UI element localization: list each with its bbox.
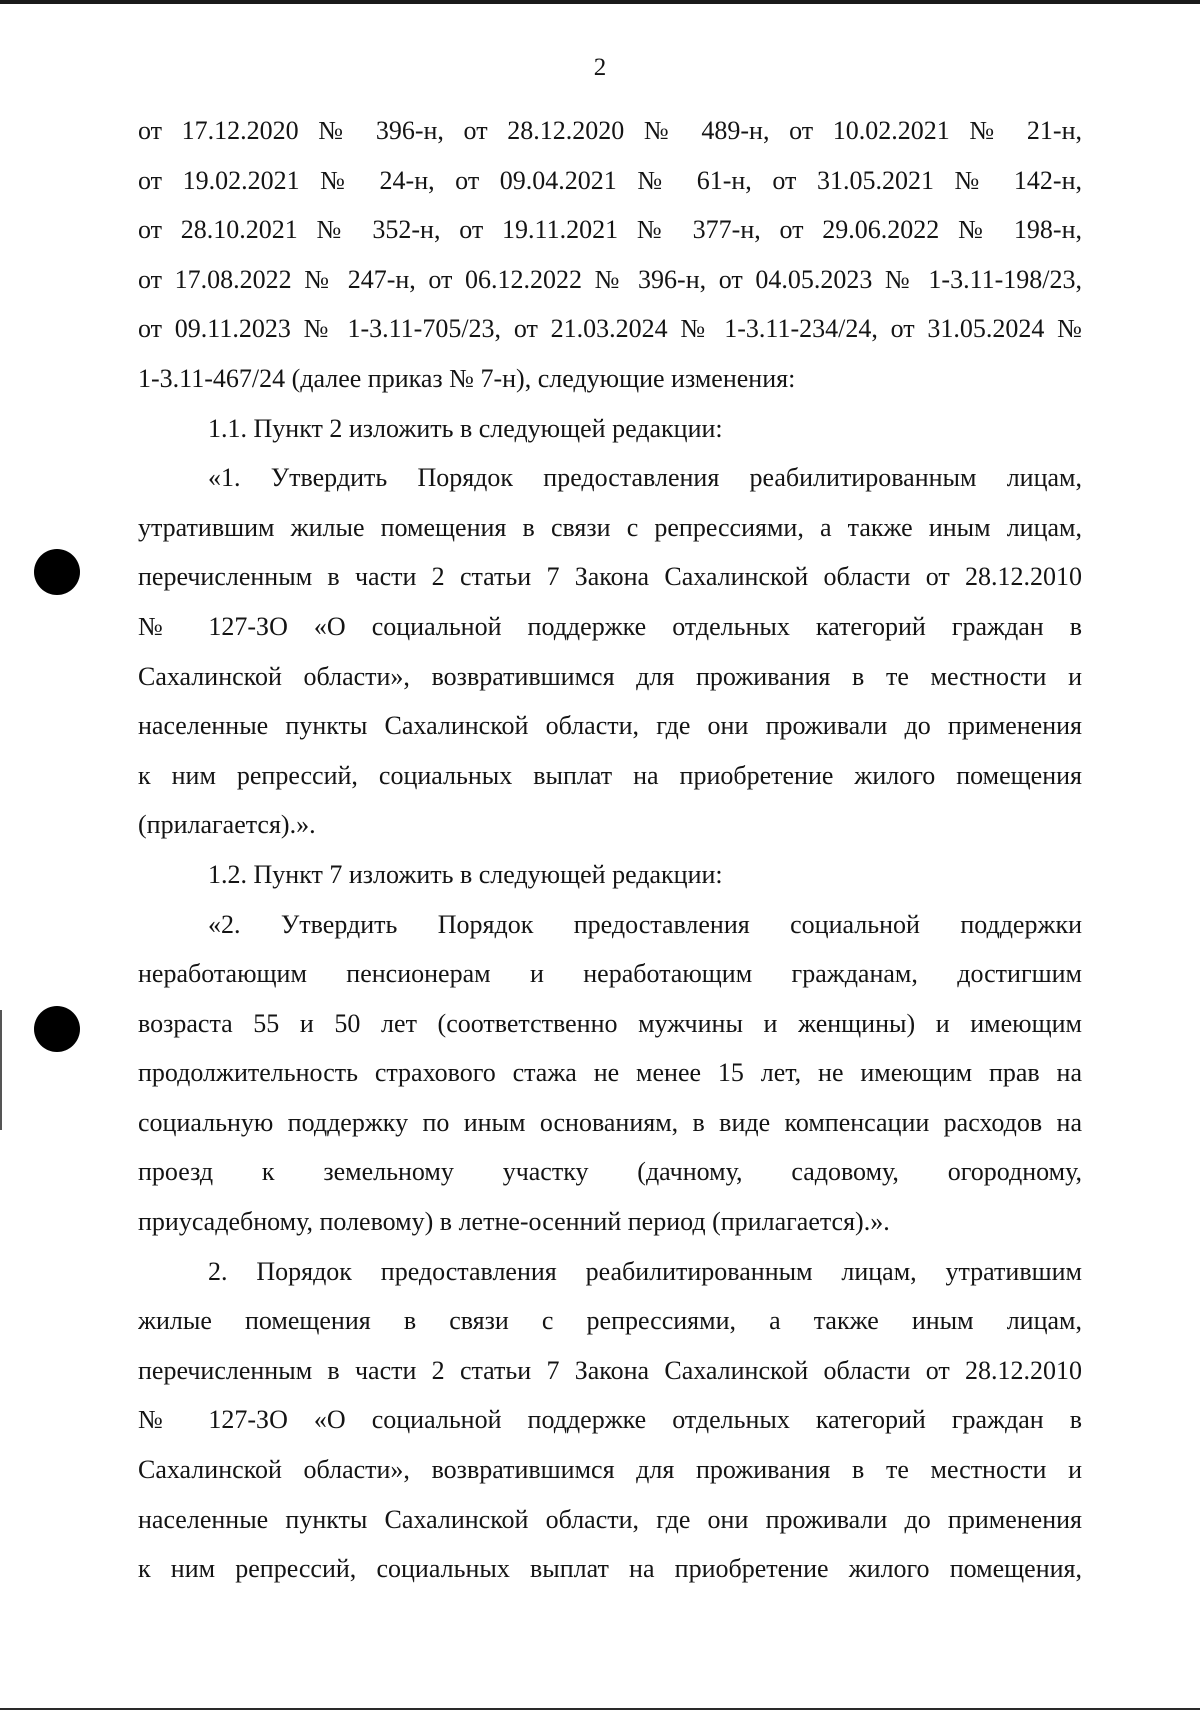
- text-line: утратившим жилые помещения в связи с репрессиями, а также иным лицам,: [138, 512, 1082, 542]
- text-line: перечисленным в части 2 статьи 7 Закона Сахалинской области от 28.12.2010: [138, 562, 1082, 592]
- text-line: к ним репрессий, социальных выплат на приобретение жилого помещения: [138, 760, 1082, 790]
- text-line: 1.1. Пункт 2 изложить в следующей редакции:: [208, 413, 723, 443]
- text-line: 1-3.11-467/24 (далее приказ № 7-н), следующие изменения:: [138, 363, 796, 393]
- page-number: 2: [593, 54, 607, 81]
- scan-edge-bottom: [0, 1708, 1200, 1710]
- text-line: 1.2. Пункт 7 изложить в следующей редакции:: [208, 859, 723, 889]
- text-line: жилые помещения в связи с репрессиями, а также иным лицам,: [138, 1306, 1082, 1336]
- text-line: перечисленным в части 2 статьи 7 Закона Сахалинской области от 28.12.2010: [138, 1355, 1082, 1385]
- text-line: населенные пункты Сахалинской области, где они проживали до применения: [138, 1504, 1082, 1534]
- text-line: приусадебному, полевому) в летне-осенний период (прилагается).».: [138, 1207, 890, 1237]
- punch-hole: [34, 549, 80, 595]
- text-line: от 19.02.2021 № 24-н, от 09.04.2021 № 61-н, от 31.05.2021 № 142-н,: [138, 165, 1082, 195]
- text-line: Сахалинской области», возвратившимся для проживания в те местности и: [138, 1455, 1082, 1485]
- text-line: № 127-ЗО «О социальной поддержке отдельных категорий граждан в: [138, 611, 1082, 641]
- text-line: от 09.11.2023 № 1-3.11-705/23, от 21.03.2024 № 1-3.11-234/24, от 31.05.2024 №: [138, 314, 1082, 344]
- punch-hole: [34, 1006, 80, 1052]
- scan-edge-left: [0, 1010, 2, 1130]
- text-line: «2. Утвердить Порядок предоставления социальной поддержки: [208, 909, 1082, 939]
- text-line: проезд к земельному участку (дачному, садовому, огородному,: [138, 1157, 1082, 1187]
- text-line: неработающим пенсионерам и неработающим гражданам, достигшим: [138, 959, 1082, 989]
- text-line: от 28.10.2021 № 352-н, от 19.11.2021 № 377-н, от 29.06.2022 № 198-н,: [138, 215, 1082, 245]
- text-line: 2. Порядок предоставления реабилитированным лицам, утратившим: [208, 1256, 1082, 1286]
- document-body: [138, 106, 1082, 1594]
- text-line: социальную поддержку по иным основаниям, в виде компенсации расходов на: [138, 1107, 1082, 1137]
- text-line: от 17.12.2020 № 396-н, от 28.12.2020 № 489-н, от 10.02.2021 № 21-н,: [138, 116, 1082, 145]
- text-line: «1. Утвердить Порядок предоставления реабилитированным лицам,: [208, 463, 1082, 493]
- text-line: № 127-ЗО «О социальной поддержке отдельных категорий граждан в: [138, 1405, 1082, 1435]
- text-line: возраста 55 и 50 лет (соответственно мужчины и женщины) и имеющим: [138, 1008, 1082, 1038]
- scan-edge-top: [0, 0, 1200, 4]
- text-line: (прилагается).».: [138, 810, 316, 840]
- text-line: продолжительность страхового стажа не менее 15 лет, не имеющим прав на: [138, 1058, 1082, 1088]
- text-line: к ним репрессий, социальных выплат на приобретение жилого помещения,: [138, 1554, 1082, 1584]
- text-line: от 17.08.2022 № 247-н, от 06.12.2022 № 396-н, от 04.05.2023 № 1-3.11-198/23,: [138, 264, 1082, 294]
- text-line: населенные пункты Сахалинской области, где они проживали до применения: [138, 711, 1082, 741]
- text-line: Сахалинской области», возвратившимся для проживания в те местности и: [138, 661, 1082, 691]
